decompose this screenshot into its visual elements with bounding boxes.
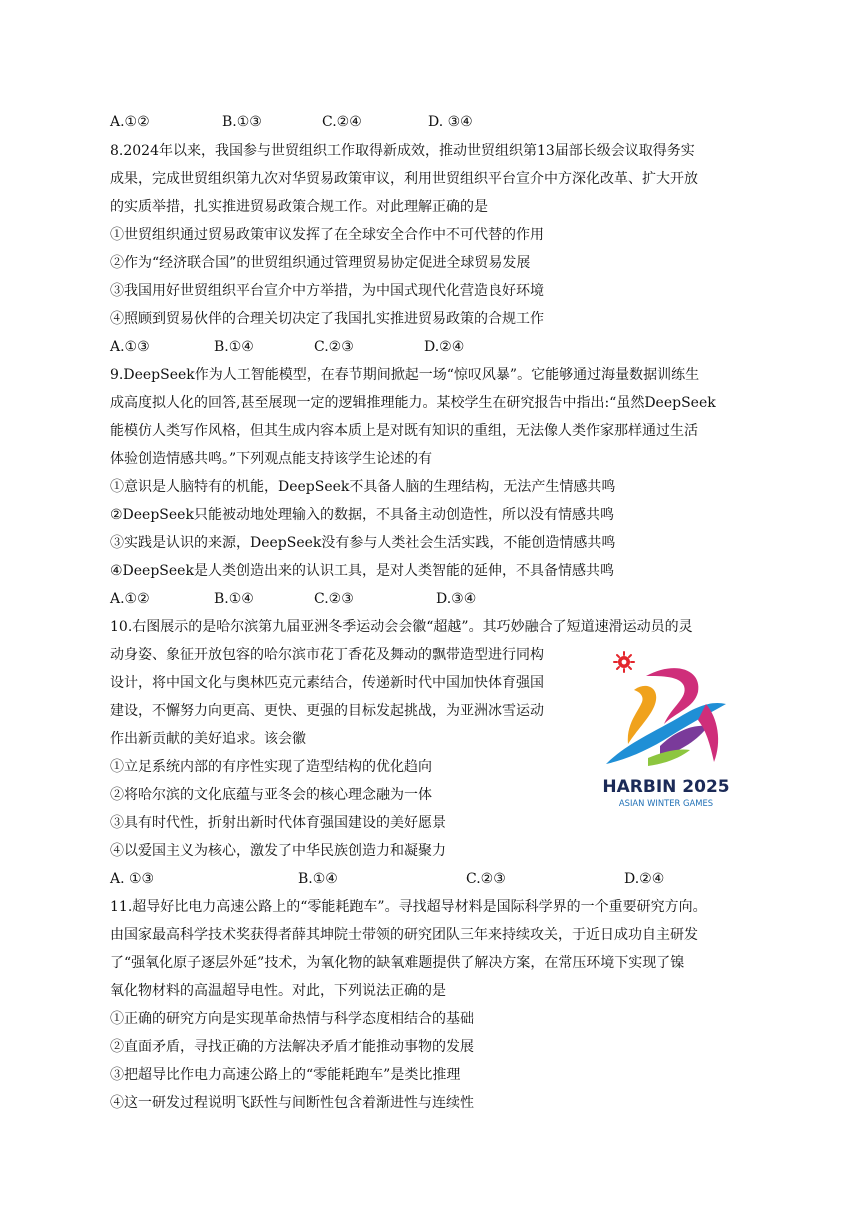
q10-item-4: ④以爱国主义为核心，激发了中华民族创造力和凝聚力: [110, 843, 446, 859]
logo-title: HARBIN 2025: [602, 777, 730, 797]
q10-option-d: D.②④: [624, 871, 665, 887]
q7-options: [110, 112, 473, 132]
q8-item-1: ①世贸组织通过贸易政策审议发挥了在全球安全合作中不可代替的作用: [110, 227, 544, 243]
q9-option-d: D.③④: [436, 591, 477, 607]
q11-item-4: ④这一研发过程说明飞跃性与间断性包含着渐进性与连续性: [110, 1095, 474, 1111]
q9-option-a: A.①②: [110, 591, 150, 607]
q9-stem-line: 成高度拟人化的回答,甚至展现一定的逻辑推理能力。某校学生在研究报告中指出:“虽然DeepSeek: [110, 395, 716, 411]
q10-stem-line: 建设，不懈努力向更高、更快、更强的目标发起挑战，为亚洲冰雪运动: [110, 703, 544, 719]
q9-stem-line: 体验创造情感共鸣。”下列观点能支持该学生论述的有: [110, 451, 433, 467]
q11-item-3: ③把超导比作电力高速公路上的“零能耗跑车”是类比推理: [110, 1067, 461, 1083]
q9-item-4: ④DeepSeek是人类创造出来的认识工具，是对人类智能的延伸，不具备情感共鸣: [110, 563, 614, 579]
q10-stem-line: 10.右图展示的是哈尔滨第九届亚洲冬季运动会会徽“超越”。其巧妙融合了短道速滑运动员的灵: [110, 619, 693, 635]
q8-stem-line: 8.2024年以来，我国参与世贸组织工作取得新成效，推动世贸组织第13届部长级会议取得务实: [110, 143, 695, 159]
q8-option-a: A.①③: [110, 339, 150, 355]
q10-item-3: ③具有时代性，折射出新时代体育强国建设的美好愿景: [110, 815, 446, 831]
q9-item-1: ①意识是人脑特有的机能，DeepSeek不具备人脑的生理结构，无法产生情感共鸣: [110, 479, 616, 495]
q8-item-4: ④照顾到贸易伙伴的合理关切决定了我国扎实推进贸易政策的合规工作: [110, 311, 544, 327]
q8-stem-line: 成果，完成世贸组织第九次对华贸易政策审议，利用世贸组织平台宣介中方深化改革、扩大开放: [110, 171, 698, 187]
q8-options: [110, 337, 464, 357]
q10-stem-line: 动身姿、象征开放包容的哈尔滨市花丁香花及舞动的飘带造型进行同构: [110, 647, 544, 663]
q9-stem-line: 能模仿人类写作风格，但其生成内容本质上是对既有知识的重组，无法像人类作家那样通过生活: [110, 423, 698, 439]
q11-stem-line: 11.超导好比电力高速公路上的“零能耗跑车”。寻找超导材料是国际科学界的一个重要研究方向。: [110, 899, 707, 915]
q7-option-a: A.①②: [110, 114, 150, 130]
q8-option-d: D.②④: [424, 339, 465, 355]
q8-option-c: C.②③: [314, 339, 354, 355]
q10-option-b: B.①④: [298, 871, 338, 887]
q9-option-b: B.①④: [214, 591, 254, 607]
q8-item-3: ③我国用好世贸组织平台宣介中方举措，为中国式现代化营造良好环境: [110, 283, 544, 299]
q10-item-2: ②将哈尔滨的文化底蕴与亚冬会的核心理念融为一体: [110, 787, 432, 803]
q7-option-d: D. ③④: [428, 114, 473, 130]
q10-options: [110, 869, 664, 889]
q11-item-1: ①正确的研究方向是实现革命热情与科学态度相结合的基础: [110, 1011, 474, 1027]
q7-option-c: C.②④: [322, 114, 362, 130]
q7-option-b: B.①③: [222, 114, 262, 130]
q8-stem-line: 的实质举措，扎实推进贸易政策合规工作。对此理解正确的是: [110, 199, 488, 215]
logo-subtitle: ASIAN WINTER GAMES: [618, 798, 714, 808]
q8-item-2: ②作为“经济联合国”的世贸组织通过管理贸易协定促进全球贸易发展: [110, 255, 531, 271]
emblem-mark-icon: [606, 652, 726, 766]
q9-option-c: C.②③: [314, 591, 354, 607]
q10-option-c: C.②③: [466, 871, 506, 887]
q11-stem-line: 氧化物材料的高温超导电性。对此，下列说法正确的是: [110, 983, 446, 999]
q11-item-2: ②直面矛盾，寻找正确的方法解决矛盾才能推动事物的发展: [110, 1039, 474, 1055]
q10-option-a: A. ①③: [110, 871, 155, 887]
q11-stem-line: 了“强氧化原子逐层外延”技术，为氧化物的缺氧难题提供了解决方案，在常压环境下实现了镍: [110, 955, 685, 971]
q9-item-2: ②DeepSeek只能被动地处理输入的数据，不具备主动创造性，所以没有情感共鸣: [110, 507, 614, 523]
q9-item-3: ③实践是认识的来源，DeepSeek没有参与人类社会生活实践，不能创造情感共鸣: [110, 535, 616, 551]
q10-stem-line: 设计，将中国文化与奥林匹克元素结合，传递新时代中国加快体育强国: [110, 675, 544, 691]
q9-options: [110, 589, 476, 609]
q10-item-1: ①立足系统内部的有序性实现了造型结构的优化趋向: [110, 759, 432, 775]
q8-option-b: B.①④: [214, 339, 254, 355]
q10-stem-line: 作出新贡献的美好追求。该会徽: [110, 731, 306, 747]
q9-stem-line: 9.DeepSeek作为人工智能模型，在春节期间掀起一场“惊叹风暴”。它能够通过海量数据训练生: [110, 367, 700, 383]
harbin-2025-emblem: [598, 646, 734, 816]
q11-stem-line: 由国家最高科学技术奖获得者薛其坤院士带领的研究团队三年来持续攻关，于近日成功自主研发: [110, 927, 698, 943]
